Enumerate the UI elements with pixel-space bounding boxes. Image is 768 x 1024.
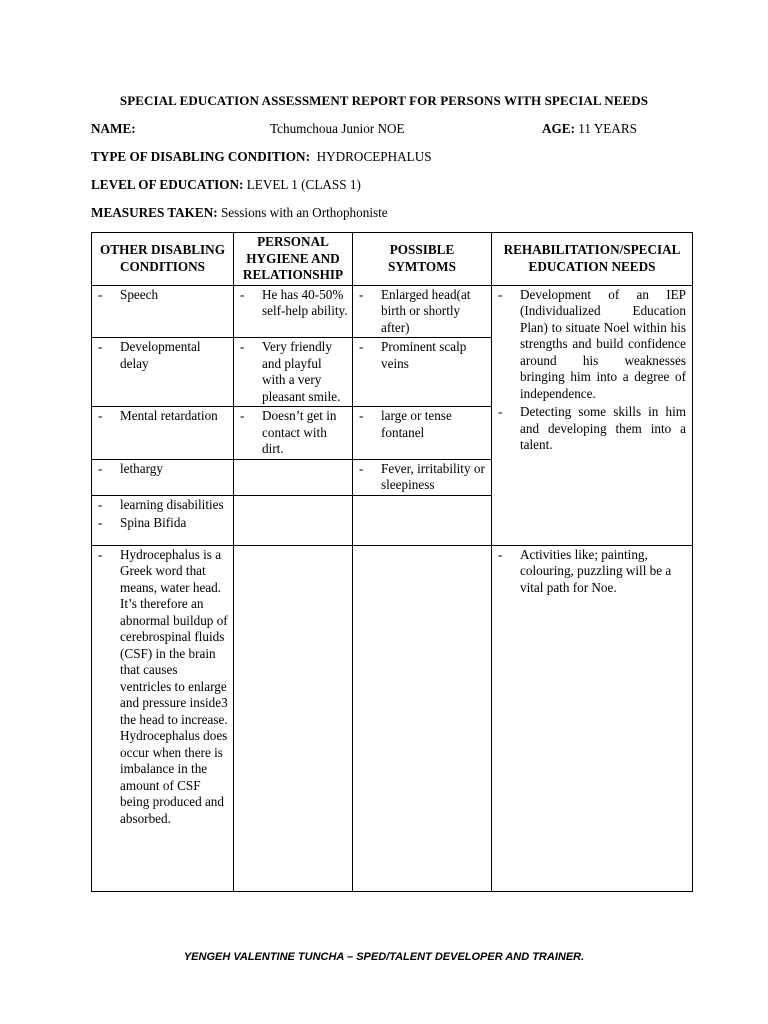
list-item [92, 496, 233, 515]
list-item [492, 403, 692, 455]
cell-text: Enlarged head(at birth or shortly after) [381, 286, 471, 335]
bullet-dash: - [98, 460, 103, 476]
bullet-dash: - [98, 515, 103, 530]
cell-text: Detecting some skills in him and developing them into a talent. [520, 404, 686, 452]
condition-row [91, 149, 432, 165]
list-item [492, 546, 692, 598]
cell-hygiene [234, 407, 353, 460]
bullet-dash: - [498, 286, 503, 302]
list-item [92, 338, 233, 373]
level-label: LEVEL OF EDUCATION: [91, 177, 244, 192]
condition-value: HYDROCEPHALUS [309, 149, 432, 164]
cell-hygiene [234, 459, 353, 495]
bullet-dash: - [98, 286, 103, 302]
list-item [92, 460, 233, 479]
age-value: 11 YEARS [574, 121, 638, 136]
cell-rehab-needs [492, 285, 693, 545]
cell-text: Fever, irritability or sleepiness [381, 460, 485, 492]
bullet-dash: - [359, 460, 364, 476]
cell-text: Very friendly and playful with a very pleasant smile. [262, 339, 341, 404]
list-item [234, 407, 352, 459]
assessment-table [91, 232, 693, 892]
condition-label: TYPE OF DISABLING CONDITION: [91, 149, 310, 164]
cell-text: Prominent scalp veins [381, 339, 467, 371]
bullet-dash: - [98, 546, 103, 562]
bullet-dash: - [98, 408, 103, 423]
age-label: AGE: [542, 121, 575, 136]
header-hygiene-relationship: PERSONAL HYGIENE AND RELATIONSHIP [234, 233, 353, 286]
cell-symptom [353, 338, 492, 407]
list-item [92, 546, 233, 829]
bullet-dash: - [359, 286, 364, 302]
list-item [353, 286, 491, 338]
bullet-dash: - [98, 339, 103, 354]
cell-other-condition [92, 338, 234, 407]
measures-label: MEASURES TAKEN: [91, 205, 218, 220]
report-title: SPECIAL EDUCATION ASSESSMENT REPORT FOR PERSONS WITH SPECIAL NEEDS [119, 93, 649, 108]
level-value: LEVEL 1 (CLASS 1) [243, 177, 361, 192]
bullet-dash: - [359, 408, 364, 423]
cell-hygiene [234, 338, 353, 407]
cell-text: Activities like; painting, colouring, puzzling will be a vital path for Noe. [520, 546, 672, 595]
cell-text: Development of an IEP (Individualized Education Plan) to situate Noel within his strengths and build confidence around his weaknesses bringing him into a degree of independence. [520, 286, 686, 401]
bullet-dash: - [359, 339, 364, 354]
list-item [353, 460, 491, 495]
list-item [92, 514, 233, 533]
cell-hygiene [234, 495, 353, 545]
list-item [234, 338, 352, 406]
header-possible-symptoms: POSSIBLE SYMTOMS [353, 233, 492, 286]
cell-text: Hydrocephalus is a Greek word that means, water head. It’s therefore an abnormal buildup of cerebrospinal fluids (CSF) in the brain that causes ventricles to enlarge and pressure inside3 the head to increase. Hydrocephalus does occur when there is imbalance in the amount of CSF being produced and absorbed. [120, 546, 228, 826]
cell-symptom [353, 495, 492, 545]
table-row [92, 545, 693, 891]
list-item [492, 286, 692, 404]
cell-symptom [353, 285, 492, 338]
measures-row [91, 205, 388, 221]
cell-text: Mental retardation [120, 408, 218, 423]
bullet-dash: - [240, 339, 245, 354]
age-field [542, 121, 637, 137]
cell-symptom [353, 545, 492, 891]
table-header-row [92, 233, 693, 286]
cell-text: lethargy [120, 460, 163, 476]
cell-other-condition [92, 459, 234, 495]
level-row [91, 177, 361, 193]
cell-text: Developmental delay [120, 339, 201, 371]
bullet-dash: - [498, 404, 503, 419]
name-label: NAME: [91, 121, 136, 136]
cell-other-condition [92, 495, 234, 545]
bullet-dash: - [240, 286, 245, 302]
cell-hygiene [234, 545, 353, 891]
list-item [353, 407, 491, 442]
name-value: Tchumchoua Junior NOE [270, 121, 405, 136]
cell-text: learning disabilities [120, 496, 224, 512]
cell-hygiene [234, 285, 353, 338]
measures-value: Sessions with an Orthophoniste [217, 205, 388, 220]
cell-text: He has 40-50% self-help ability. [262, 286, 348, 318]
list-item [234, 286, 352, 321]
cell-text: Spina Bifida [120, 515, 187, 530]
footer-author: YENGEH VALENTINE TUNCHA – SPED/TALENT DEVELOPER AND TRAINER. [183, 951, 585, 963]
cell-other-condition [92, 407, 234, 460]
cell-rehab-activities [492, 545, 693, 891]
cell-symptom [353, 459, 492, 495]
header-rehabilitation-needs: REHABILITATION/SPECIAL EDUCATION NEEDS [492, 233, 693, 286]
cell-other-condition [92, 545, 234, 891]
list-item [353, 338, 491, 373]
bullet-dash: - [98, 496, 103, 512]
cell-other-condition [92, 285, 234, 338]
list-item [92, 407, 233, 426]
cell-text: Doesn’t get in contact with dirt. [262, 408, 337, 456]
name-row [91, 121, 691, 139]
cell-text: large or tense fontanel [381, 408, 452, 440]
header-other-conditions: OTHER DISABLING CONDITIONS [92, 233, 234, 286]
cell-text: Speech [120, 286, 159, 302]
cell-symptom [353, 407, 492, 460]
list-item [92, 286, 233, 305]
table-row [92, 285, 693, 338]
bullet-dash: - [240, 408, 245, 423]
bullet-dash: - [498, 546, 503, 562]
